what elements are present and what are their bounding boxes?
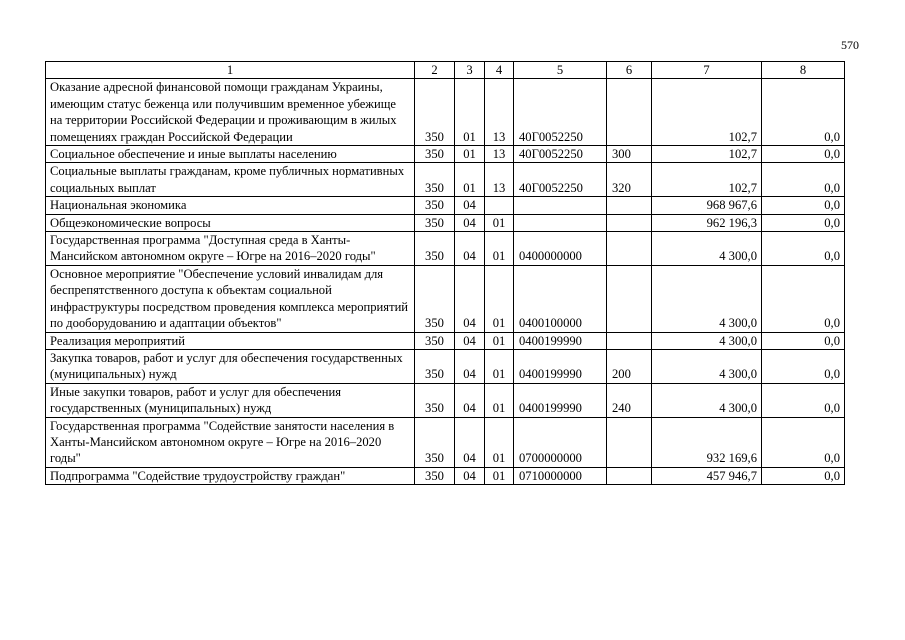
code-cell: 350 — [415, 232, 455, 266]
expense-type-cell — [607, 332, 652, 349]
section-cell: 04 — [455, 265, 485, 332]
expense-type-cell — [607, 214, 652, 231]
target-article-cell: 0710000000 — [514, 467, 607, 484]
amount-cell: 4 300,0 — [652, 383, 762, 417]
subsection-cell: 01 — [485, 349, 514, 383]
page-number: 570 — [841, 38, 859, 52]
row-name-cell: Государственная программа "Содействие занятости населения в Ханты-Мансийском автономном округе – Югре на 2016–2020 годы" — [46, 417, 415, 467]
table-row — [46, 383, 845, 417]
target-article-cell: 0700000000 — [514, 417, 607, 467]
section-cell: 04 — [455, 349, 485, 383]
amount-cell: 0,0 — [762, 417, 845, 467]
subsection-cell: 01 — [485, 332, 514, 349]
header-cell: 4 — [485, 62, 514, 79]
subsection-cell: 13 — [485, 163, 514, 197]
table-row — [46, 349, 845, 383]
header-cell: 1 — [46, 62, 415, 79]
amount-cell: 0,0 — [762, 265, 845, 332]
expense-type-cell: 200 — [607, 349, 652, 383]
target-article-cell: 0400199990 — [514, 383, 607, 417]
section-cell: 04 — [455, 232, 485, 266]
subsection-cell: 01 — [485, 265, 514, 332]
section-cell: 01 — [455, 146, 485, 163]
section-cell: 04 — [455, 417, 485, 467]
amount-cell: 4 300,0 — [652, 232, 762, 266]
amount-cell: 0,0 — [762, 383, 845, 417]
amount-cell: 0,0 — [762, 79, 845, 146]
row-name-cell: Государственная программа "Доступная среда в Ханты-Мансийском автономном округе – Югре на 2016–2020 годы" — [46, 232, 415, 266]
code-cell: 350 — [415, 146, 455, 163]
header-cell: 5 — [514, 62, 607, 79]
expense-type-cell — [607, 417, 652, 467]
target-article-cell: 0400000000 — [514, 232, 607, 266]
budget-table — [45, 61, 845, 485]
amount-cell: 0,0 — [762, 232, 845, 266]
code-cell: 350 — [415, 383, 455, 417]
row-name-cell: Реализация мероприятий — [46, 332, 415, 349]
row-name-cell: Закупка товаров, работ и услуг для обеспечения государственных (муниципальных) нужд — [46, 349, 415, 383]
subsection-cell: 01 — [485, 383, 514, 417]
amount-cell: 102,7 — [652, 146, 762, 163]
code-cell: 350 — [415, 197, 455, 214]
amount-cell: 0,0 — [762, 349, 845, 383]
table-row — [46, 265, 845, 332]
target-article-cell: 0400199990 — [514, 332, 607, 349]
amount-cell: 0,0 — [762, 332, 845, 349]
expense-type-cell — [607, 197, 652, 214]
amount-cell: 962 196,3 — [652, 214, 762, 231]
subsection-cell: 01 — [485, 417, 514, 467]
expense-type-cell — [607, 265, 652, 332]
header-cell: 3 — [455, 62, 485, 79]
section-cell: 04 — [455, 383, 485, 417]
row-name-cell: Социальные выплаты гражданам, кроме публичных нормативных социальных выплат — [46, 163, 415, 197]
table-row — [46, 214, 845, 231]
section-cell: 01 — [455, 163, 485, 197]
section-cell: 01 — [455, 79, 485, 146]
target-article-cell: 40Г0052250 — [514, 79, 607, 146]
section-cell: 04 — [455, 197, 485, 214]
table-row — [46, 417, 845, 467]
table-row — [46, 467, 845, 484]
subsection-cell: 13 — [485, 79, 514, 146]
table-row — [46, 79, 845, 146]
table-body — [46, 79, 845, 485]
target-article-cell: 40Г0052250 — [514, 146, 607, 163]
code-cell: 350 — [415, 332, 455, 349]
amount-cell: 968 967,6 — [652, 197, 762, 214]
amount-cell: 4 300,0 — [652, 349, 762, 383]
table-row — [46, 146, 845, 163]
amount-cell: 4 300,0 — [652, 332, 762, 349]
section-cell: 04 — [455, 214, 485, 231]
code-cell: 350 — [415, 349, 455, 383]
section-cell: 04 — [455, 467, 485, 484]
table-header-row — [46, 62, 845, 79]
row-name-cell: Оказание адресной финансовой помощи гражданам Украины, имеющим статус беженца или получившим временное убежище на территории Российской Федерации и проживающим в жилых помещениях граждан Российской Федерации — [46, 79, 415, 146]
subsection-cell: 01 — [485, 232, 514, 266]
subsection-cell: 13 — [485, 146, 514, 163]
subsection-cell: 01 — [485, 214, 514, 231]
amount-cell: 0,0 — [762, 214, 845, 231]
code-cell: 350 — [415, 265, 455, 332]
header-cell: 6 — [607, 62, 652, 79]
subsection-cell — [485, 197, 514, 214]
table-row — [46, 197, 845, 214]
amount-cell: 102,7 — [652, 79, 762, 146]
expense-type-cell: 320 — [607, 163, 652, 197]
amount-cell: 0,0 — [762, 146, 845, 163]
header-cell: 8 — [762, 62, 845, 79]
amount-cell: 457 946,7 — [652, 467, 762, 484]
header-cell: 7 — [652, 62, 762, 79]
code-cell: 350 — [415, 214, 455, 231]
code-cell: 350 — [415, 467, 455, 484]
row-name-cell: Подпрограмма "Содействие трудоустройству граждан" — [46, 467, 415, 484]
table-row — [46, 332, 845, 349]
code-cell: 350 — [415, 163, 455, 197]
expense-type-cell — [607, 79, 652, 146]
row-name-cell: Основное мероприятие "Обеспечение условий инвалидам для беспрепятственного доступа к объектам социальной инфраструктуры посредством проведения комплекса мероприятий по дооборудованию и адаптации объектов" — [46, 265, 415, 332]
row-name-cell: Общеэкономические вопросы — [46, 214, 415, 231]
expense-type-cell: 300 — [607, 146, 652, 163]
header-cell: 2 — [415, 62, 455, 79]
expense-type-cell — [607, 467, 652, 484]
row-name-cell: Национальная экономика — [46, 197, 415, 214]
code-cell: 350 — [415, 79, 455, 146]
row-name-cell: Иные закупки товаров, работ и услуг для обеспечения государственных (муниципальных) нужд — [46, 383, 415, 417]
amount-cell: 0,0 — [762, 467, 845, 484]
expense-type-cell — [607, 232, 652, 266]
target-article-cell — [514, 214, 607, 231]
target-article-cell — [514, 197, 607, 214]
amount-cell: 4 300,0 — [652, 265, 762, 332]
target-article-cell: 40Г0052250 — [514, 163, 607, 197]
table-row — [46, 163, 845, 197]
subsection-cell: 01 — [485, 467, 514, 484]
amount-cell: 0,0 — [762, 163, 845, 197]
section-cell: 04 — [455, 332, 485, 349]
code-cell: 350 — [415, 417, 455, 467]
target-article-cell: 0400199990 — [514, 349, 607, 383]
target-article-cell: 0400100000 — [514, 265, 607, 332]
amount-cell: 932 169,6 — [652, 417, 762, 467]
expense-type-cell: 240 — [607, 383, 652, 417]
amount-cell: 0,0 — [762, 197, 845, 214]
table-row — [46, 232, 845, 266]
row-name-cell: Социальное обеспечение и иные выплаты населению — [46, 146, 415, 163]
amount-cell: 102,7 — [652, 163, 762, 197]
